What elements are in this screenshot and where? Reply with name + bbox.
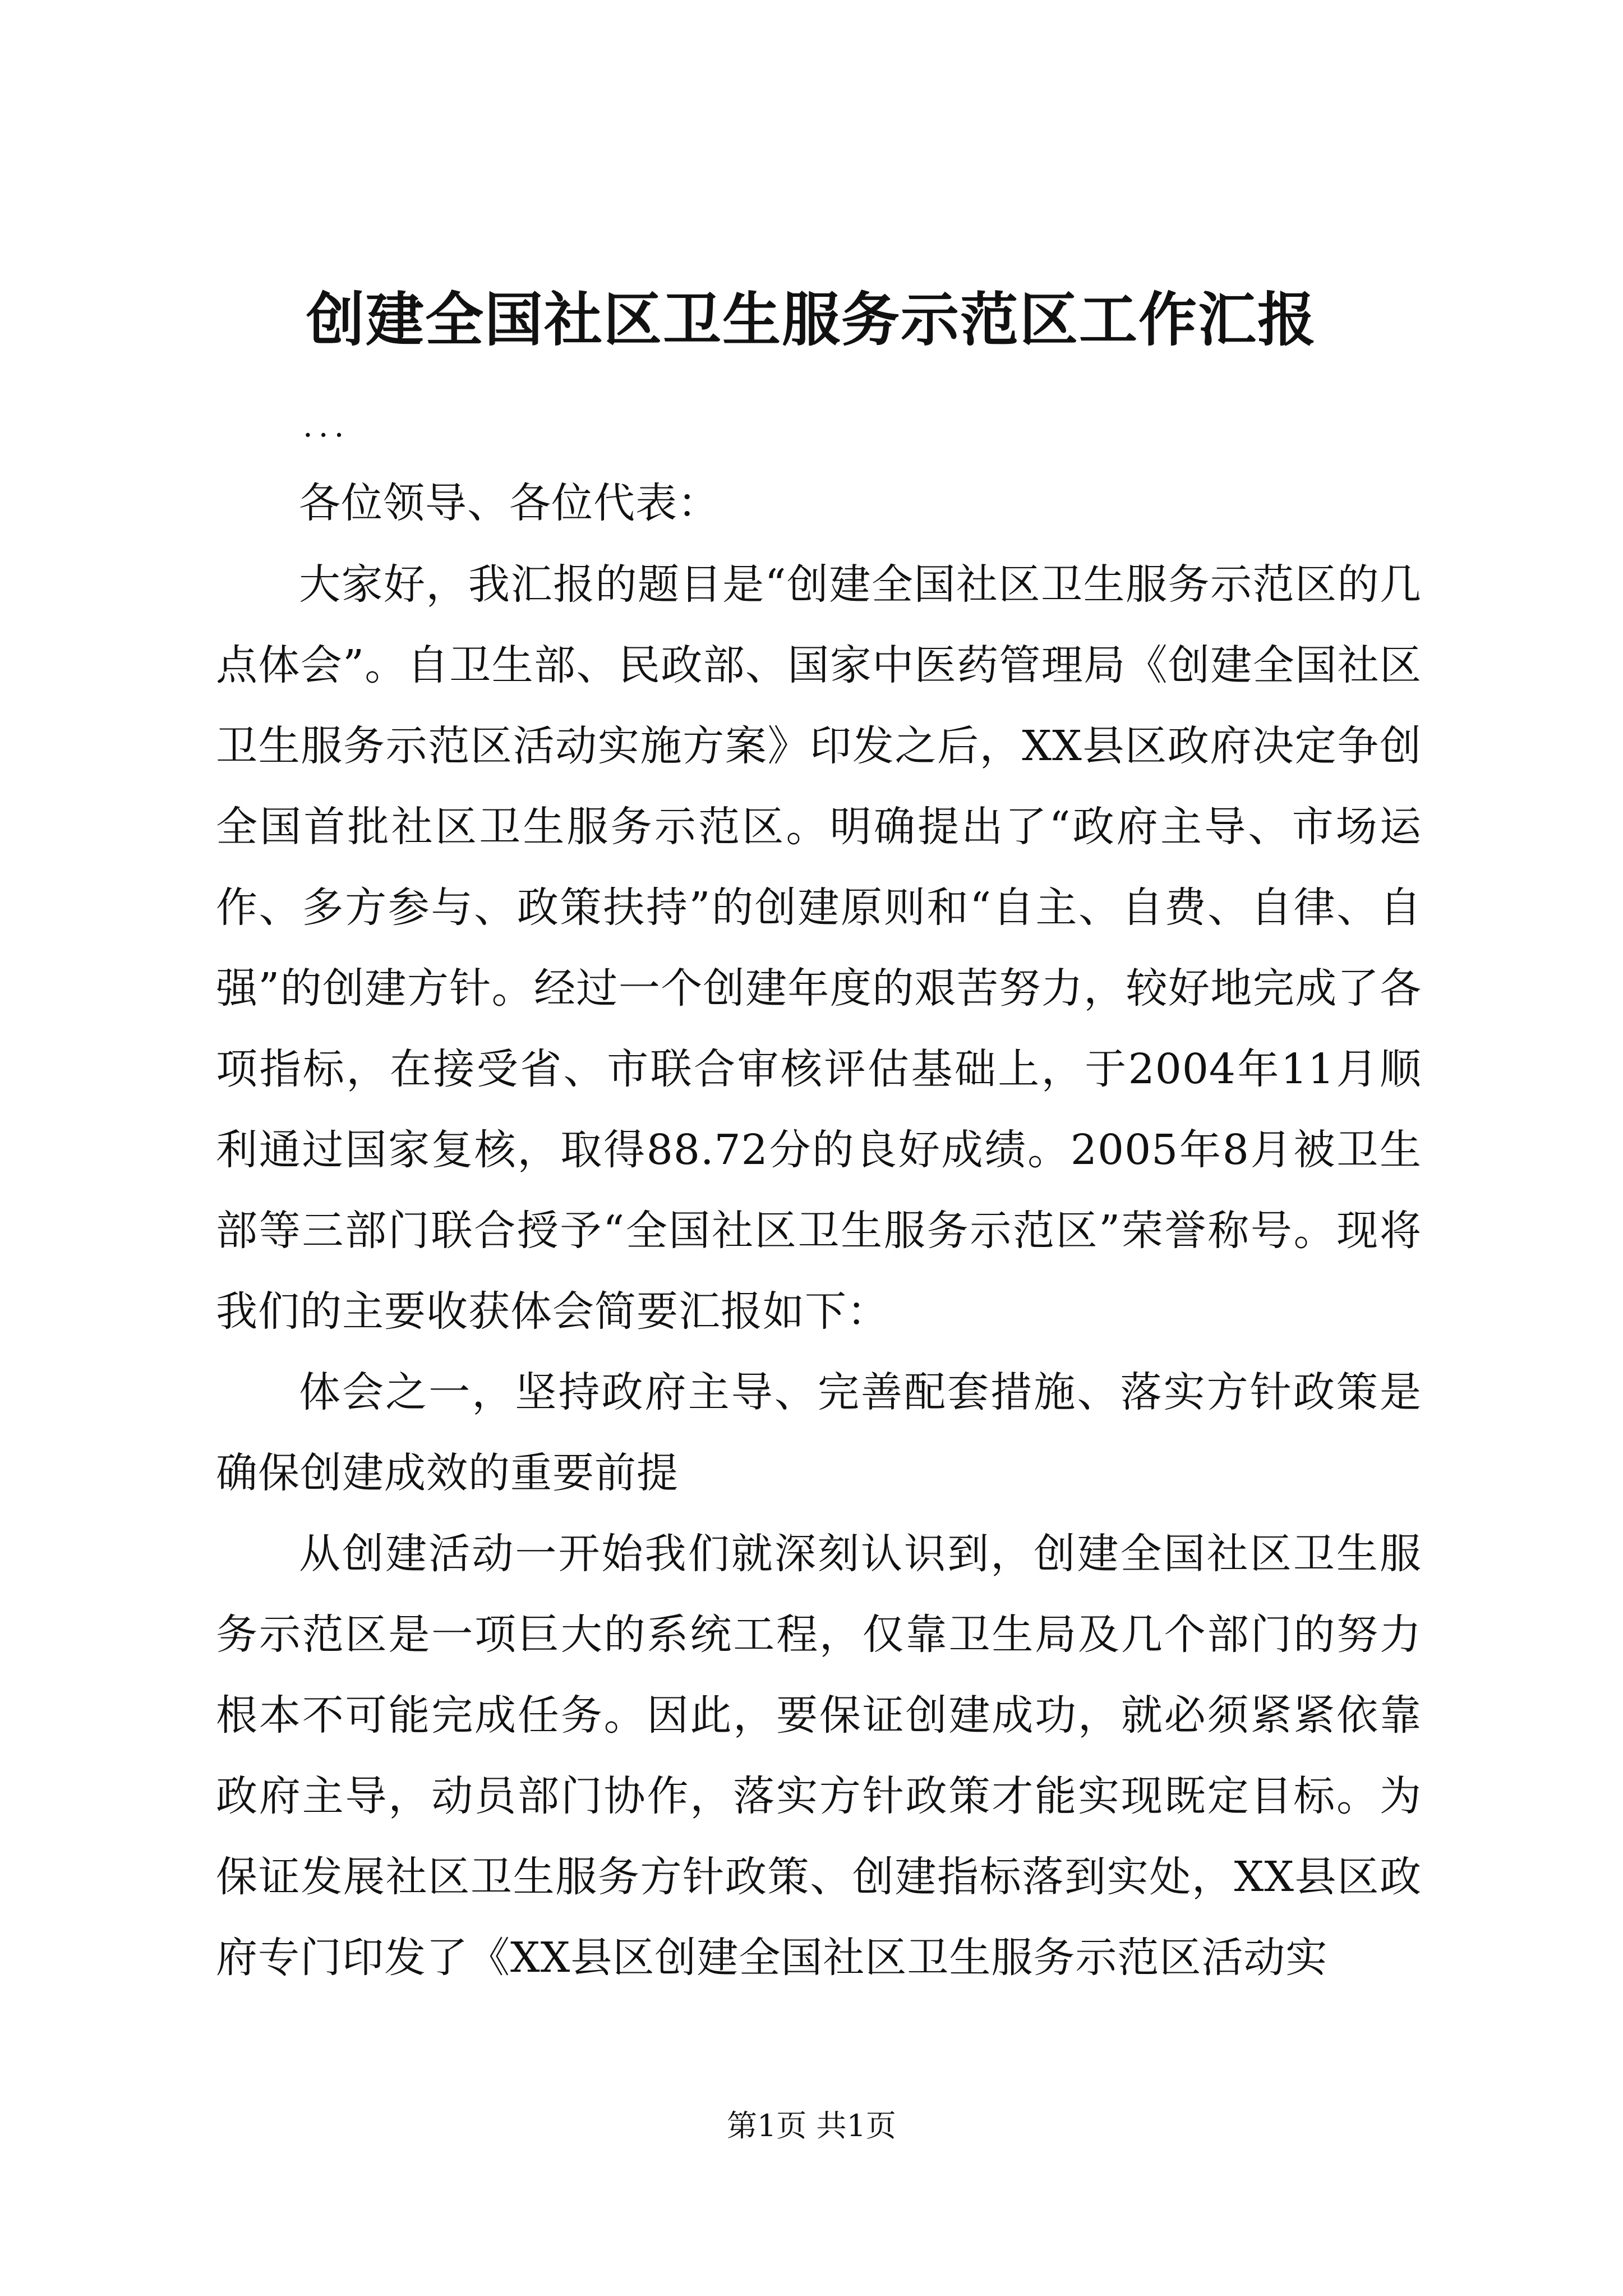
page-footer: 第1页 共1页 [727, 2108, 896, 2143]
salutation [216, 463, 1422, 544]
salutation-text: 各位领导、各位代表： [299, 479, 720, 527]
paragraph-heading-1: 体会之一，坚持政府主导、完善配套措施、落实方针政策是确保创建成效的重要前提 [216, 1368, 1422, 1497]
paragraph-intro: 大家好，我汇报的题目是“创建全国社区卫生服务示范区的几点体会”。自卫生部、民政部、国家中医药管理局《创建全国社区卫生服务示范区活动实施方案》印发之后，XX县区政府决定争创全国首批社区卫生服务示范区。明确提出了“政府主导、市场运作、多方参与、政策扶持”的创建原则和“自主、自费、自律、自强”的创建方针。经过一个创建年度的艰苦努力，较好地完成了各项指标，在接受省、市联合审核评估基础上，于2004年11月顺利通过国家复核，取得88.72分的良好成绩。2005年8月被卫生部等三部门联合授予“全国社区卫生服务示范区”荣誉称号。现将我们的主要收获体会简要汇报如下： [216, 560, 1422, 1336]
paragraph-body-1: 从创建活动一开始我们就深刻认识到，创建全国社区卫生服务示范区是一项巨大的系统工程，仅靠卫生局及几个部门的努力根本不可能完成任务。因此，要保证创建成功，就必须紧紧依靠政府主导，动员部门协作，落实方针政策才能实现既定目标。为保证发展社区卫生服务方针政策、创建指标落到实处，XX县区政府专门印发了《XX县区创建全国社区卫生服务示范区活动实 [216, 1530, 1422, 1982]
document-body [216, 544, 1422, 1998]
document-title: 创建全国社区卫生服务示范区工作汇报 [306, 285, 1317, 354]
ellipsis-mark: ... [303, 408, 350, 444]
